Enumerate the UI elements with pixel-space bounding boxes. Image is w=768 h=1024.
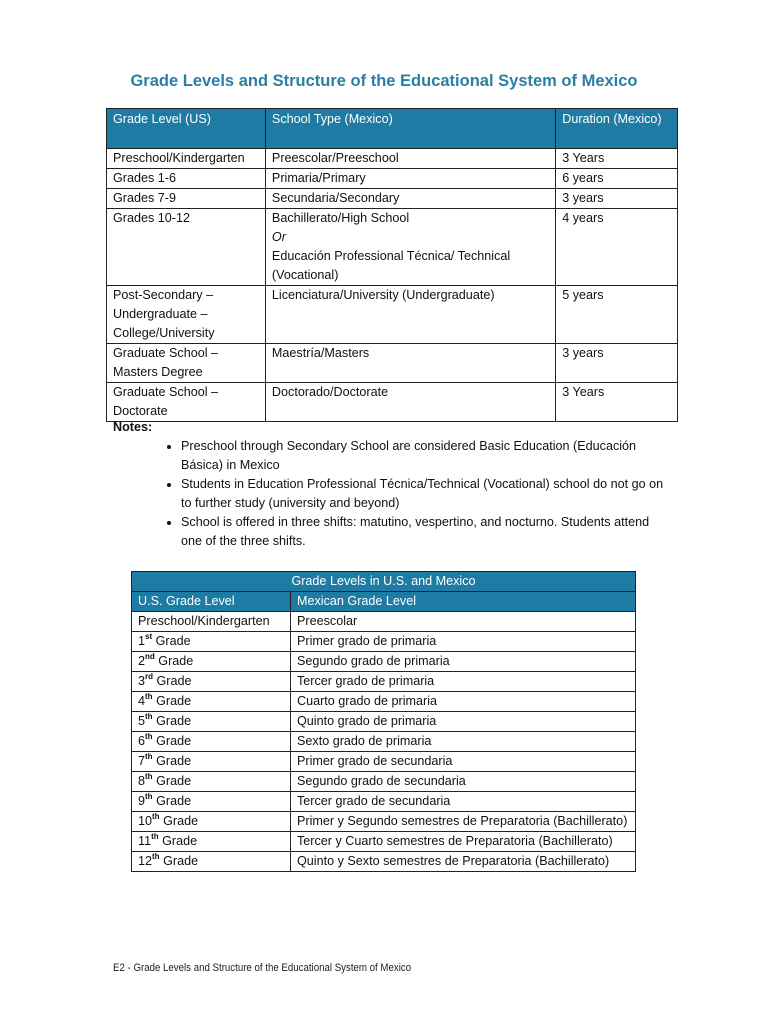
- grades-table: [131, 571, 636, 872]
- ordinal-suffix: th: [152, 852, 160, 861]
- table-row: [132, 672, 636, 692]
- grade-label: Grade: [154, 654, 194, 668]
- table-row: [107, 169, 678, 189]
- table-row: [132, 612, 636, 632]
- table-row: [132, 832, 636, 852]
- duration-cell: 3 Years: [556, 383, 678, 422]
- grade-number: 2: [138, 654, 146, 668]
- grade-number: 10: [138, 814, 153, 828]
- table-row: [107, 189, 678, 209]
- table-row: [132, 632, 636, 652]
- table-row: [107, 344, 678, 383]
- us-grade-cell: [132, 792, 291, 812]
- grade-label: Grade: [152, 694, 192, 708]
- duration-cell: 3 years: [556, 189, 678, 209]
- grades-body: [132, 612, 636, 872]
- ordinal-suffix: st: [145, 632, 153, 641]
- duration-cell: 3 years: [556, 344, 678, 383]
- ordinal-suffix: th: [152, 812, 160, 821]
- us-grade-cell: [132, 672, 291, 692]
- us-grade-cell: Graduate School – Doctorate: [107, 383, 266, 422]
- mx-grade-cell: Tercer y Cuarto semestres de Preparatoria (Bachillerato): [291, 832, 636, 852]
- grade-label: Grade: [152, 714, 192, 728]
- table-row: [132, 692, 636, 712]
- us-grade-cell: Grades 7-9: [107, 189, 266, 209]
- grade-label: Preschool/Kindergarten: [138, 614, 270, 628]
- header-school-type-mexico: School Type (Mexico): [265, 109, 555, 149]
- table-row: [107, 209, 678, 286]
- mx-school-cell: Licenciatura/University (Undergraduate): [265, 286, 555, 344]
- table-row: [132, 712, 636, 732]
- ordinal-suffix: th: [145, 732, 153, 741]
- table-header-row: [107, 109, 678, 149]
- us-grade-cell: Graduate School – Masters Degree: [107, 344, 266, 383]
- grade-number: 1: [138, 634, 146, 648]
- mx-school-alternative: Educación Professional Técnica/ Technical (Vocational): [271, 249, 511, 282]
- us-grade-cell: [132, 752, 291, 772]
- mx-school-cell: Maestría/Masters: [265, 344, 555, 383]
- mx-grade-cell: Primer grado de primaria: [291, 632, 636, 652]
- us-grade-cell: [132, 732, 291, 752]
- ordinal-suffix: rd: [145, 672, 154, 681]
- duration-cell: 4 years: [556, 209, 678, 286]
- grade-label: Grade: [152, 794, 192, 808]
- table-row: [107, 286, 678, 344]
- grades-table-caption: Grade Levels in U.S. and Mexico: [132, 572, 636, 592]
- note-item: • Preschool through Secondary School are considered Basic Education (Educación Básica) in Mexico: [181, 437, 673, 475]
- ordinal-suffix: th: [145, 712, 153, 721]
- mx-grade-cell: Sexto grado de primaria: [291, 732, 636, 752]
- grade-label: Grade: [158, 834, 198, 848]
- us-grade-cell: [132, 692, 291, 712]
- grade-number: 12: [138, 854, 153, 868]
- table-row: [132, 652, 636, 672]
- grades-header-row: [132, 592, 636, 612]
- mx-school-cell: Doctorado/Doctorate: [265, 383, 555, 422]
- table-row: [107, 149, 678, 169]
- duration-cell: 6 years: [556, 169, 678, 189]
- table-row: [132, 732, 636, 752]
- ordinal-suffix: th: [145, 792, 153, 801]
- mx-grade-cell: Tercer grado de primaria: [291, 672, 636, 692]
- us-grade-cell: [132, 772, 291, 792]
- mx-grade-cell: Cuarto grado de primaria: [291, 692, 636, 712]
- mx-grade-cell: Primer grado de secundaria: [291, 752, 636, 772]
- table-row: [132, 812, 636, 832]
- or-label: Or: [271, 230, 286, 244]
- header-us-grade-level: U.S. Grade Level: [132, 592, 291, 612]
- grade-label: Grade: [153, 674, 192, 688]
- grade-number: 7: [138, 754, 146, 768]
- ordinal-suffix: th: [145, 772, 153, 781]
- grade-number: 5: [138, 714, 146, 728]
- mx-school-cell: Primaria/Primary: [265, 169, 555, 189]
- notes-list: [113, 437, 673, 551]
- us-grade-cell: Grades 1-6: [107, 169, 266, 189]
- us-grade-cell: Post-Secondary – Undergraduate – College/University: [107, 286, 266, 344]
- mx-school-cell: Secundaria/Secondary: [265, 189, 555, 209]
- duration-cell: 3 Years: [556, 149, 678, 169]
- ordinal-suffix: nd: [145, 652, 155, 661]
- table-row: [132, 772, 636, 792]
- mx-grade-cell: Preescolar: [291, 612, 636, 632]
- notes-section: [113, 418, 673, 551]
- page-footer: E2 - Grade Levels and Structure of the Educational System of Mexico: [113, 962, 412, 974]
- table-row: [132, 792, 636, 812]
- grade-number: 4: [138, 694, 146, 708]
- us-grade-cell: Preschool/Kindergarten: [107, 149, 266, 169]
- notes-label: Notes:: [113, 420, 153, 434]
- grade-label: Grade: [152, 634, 191, 648]
- note-item: • Students in Education Professional Técnica/Technical (Vocational) school do not go on to further study (university and beyond): [181, 475, 673, 513]
- us-grade-cell: [132, 632, 291, 652]
- ordinal-suffix: th: [145, 752, 153, 761]
- mx-grade-cell: Segundo grado de secundaria: [291, 772, 636, 792]
- page-title: Grade Levels and Structure of the Educational System of Mexico: [130, 72, 638, 90]
- table-row: [132, 752, 636, 772]
- mx-grade-cell: Quinto y Sexto semestres de Preparatoria (Bachillerato): [291, 852, 636, 872]
- grade-label: Grade: [152, 774, 192, 788]
- mx-school-primary: Bachillerato/High School: [271, 211, 410, 225]
- mx-grade-cell: Segundo grado de primaria: [291, 652, 636, 672]
- mx-grade-cell: Tercer grado de secundaria: [291, 792, 636, 812]
- us-grade-cell: [132, 712, 291, 732]
- us-grade-cell: [132, 832, 291, 852]
- table-row: [107, 383, 678, 422]
- us-grade-cell: [132, 652, 291, 672]
- header-grade-level-us: Grade Level (US): [107, 109, 266, 149]
- duration-cell: 5 years: [556, 286, 678, 344]
- grade-label: Grade: [159, 814, 199, 828]
- grade-number: 6: [138, 734, 146, 748]
- grade-number: 3: [138, 674, 146, 688]
- grade-label: Grade: [152, 734, 192, 748]
- grade-label: Grade: [159, 854, 199, 868]
- mx-school-cell: Preescolar/Preeschool: [265, 149, 555, 169]
- ordinal-suffix: th: [151, 832, 159, 841]
- ordinal-suffix: th: [145, 692, 153, 701]
- header-mexican-grade-level: Mexican Grade Level: [291, 592, 636, 612]
- grade-label: Grade: [152, 754, 192, 768]
- mx-grade-cell: Primer y Segundo semestres de Preparatoria (Bachillerato): [291, 812, 636, 832]
- grades-caption-row: [132, 572, 636, 592]
- structure-table: [106, 108, 678, 422]
- mx-grade-cell: Quinto grado de primaria: [291, 712, 636, 732]
- us-grade-cell: [132, 612, 291, 632]
- note-item: • School is offered in three shifts: matutino, vespertino, and nocturno. Students attend one of the three shifts.: [181, 513, 673, 551]
- grade-number: 9: [138, 794, 146, 808]
- us-grade-cell: Grades 10-12: [107, 209, 266, 286]
- us-grade-cell: [132, 852, 291, 872]
- grade-number: 11: [138, 834, 152, 848]
- mx-school-cell: [265, 209, 555, 286]
- table-row: [132, 852, 636, 872]
- us-grade-cell: [132, 812, 291, 832]
- grade-number: 8: [138, 774, 146, 788]
- header-duration-mexico: Duration (Mexico): [556, 109, 678, 149]
